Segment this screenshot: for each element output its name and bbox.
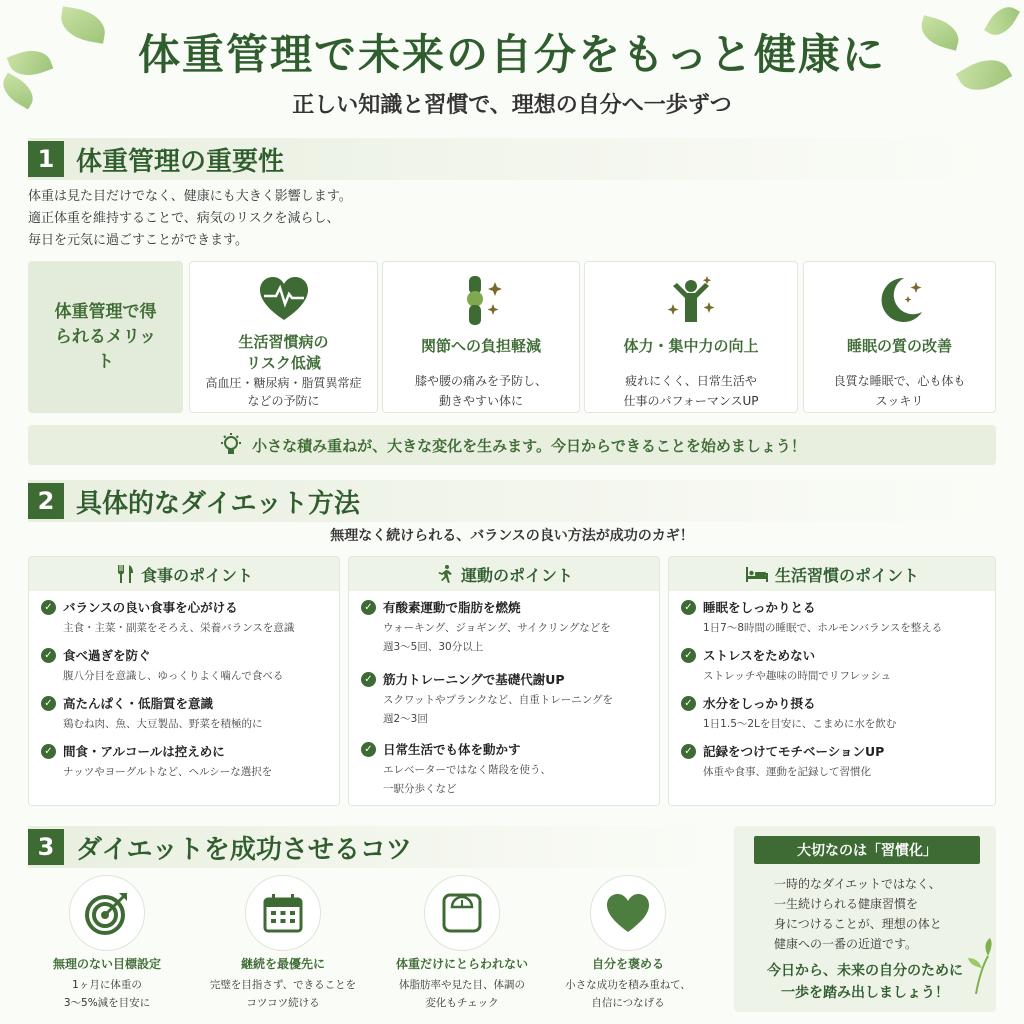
benefit-desc: 膝や腰の痛みを予防し、 — [414, 374, 547, 388]
moon-icon — [872, 272, 928, 328]
list-item — [681, 743, 987, 782]
tip-title: 体重だけにとらわれない — [395, 957, 528, 971]
item-title: ✓ 間食・アルコールは控えめに — [41, 743, 331, 761]
section1-header — [28, 138, 996, 180]
tip-desc — [198, 976, 368, 1012]
calendar-icon — [261, 891, 305, 935]
section-title: ダイエットを成功させるコツ — [76, 834, 412, 865]
benefit-title: リスク低減 — [246, 354, 321, 372]
section-number: 2 — [28, 483, 64, 519]
section-title: 体重管理の重要性 — [76, 146, 285, 177]
column-header — [349, 557, 659, 591]
column-title: 生活習慣のポイント — [774, 565, 919, 585]
joint-icon — [453, 272, 509, 328]
benefit-card — [803, 261, 996, 413]
tip-icon-circle — [424, 875, 500, 951]
method-column-lifestyle — [668, 556, 996, 806]
heart-pulse-icon — [256, 272, 312, 328]
benefit-desc: 動きやすい体に — [438, 394, 523, 408]
benefit-desc: などの予防に — [247, 394, 320, 408]
benefit-desc: スッキリ — [875, 394, 924, 408]
item-title: ✓ バランスの良い食事を心がける — [41, 599, 331, 617]
target-icon — [83, 889, 131, 937]
tip-title: 無理のない目標設定 — [52, 957, 161, 971]
tip-title: 自分を褒める — [591, 957, 664, 971]
item-desc: 週3〜5回、30分以上 — [383, 641, 484, 653]
item-title: ✓ 記録をつけてモチベーションUP — [681, 743, 987, 761]
item-title: ✓ 日常生活でも体を動かす — [361, 741, 651, 759]
benefit-title: 体力・集中力の向上 — [623, 337, 759, 355]
section2-subtitle: 無理なく続けられる、バランスの良い方法が成功のカギ！ — [330, 528, 694, 544]
benefit-title: 関節への負担軽減 — [420, 337, 541, 355]
running-icon — [435, 564, 455, 584]
column-title: 運動のポイント — [460, 565, 573, 585]
item-desc: 体重や食事、運動を記録して習慣化 — [703, 766, 871, 778]
item-desc: 腹八分目を意識し、ゆっくりよく噛んで食べる — [63, 670, 284, 682]
item-desc: 一駅分歩くなど — [383, 783, 457, 795]
benefit-desc: 良質な睡眠で、心も体も — [833, 374, 966, 388]
item-title: ✓ 睡眠をしっかりとる — [681, 599, 987, 617]
cta-line: 一歩を踏み出しましょう！ — [781, 985, 949, 1001]
item-desc: エレベーターではなく階段を使う、 — [383, 764, 551, 776]
item-title: ✓ 食べ過ぎを防ぐ — [41, 647, 331, 665]
section-number: 1 — [28, 141, 64, 177]
habit-title: 大切なのは「習慣化」 — [754, 836, 980, 864]
tip-desc — [543, 976, 713, 1012]
column-header — [29, 557, 339, 591]
tip-desc-line: 体脂肪率や見た目、体調の — [399, 979, 525, 991]
item-title: ✓ 水分をしっかり摂る — [681, 695, 987, 713]
sprout-icon — [966, 936, 996, 996]
utensils-icon — [115, 564, 135, 584]
list-item — [41, 647, 331, 686]
list-item — [361, 741, 651, 799]
item-title: ✓ 筋力トレーニングで基礎代謝UP — [361, 671, 651, 689]
item-desc: 鶏むね肉、魚、大豆製品、野菜を積極的に — [63, 718, 263, 730]
page-title: 体重管理で未来の自分をもっと健康に — [137, 30, 886, 79]
tip-icon-circle — [590, 875, 666, 951]
tip-desc-line: 3〜5%減を目安に — [63, 997, 151, 1009]
benefit-desc: 仕事のパフォーマンスUP — [623, 394, 759, 408]
tip-desc — [377, 976, 547, 1012]
bed-icon — [745, 564, 769, 584]
list-item — [41, 599, 331, 638]
column-title: 食事のポイント — [140, 565, 253, 585]
list-item — [361, 671, 651, 729]
section1-intro — [28, 186, 352, 252]
column-header — [669, 557, 995, 591]
tip-title: 継続を最優先に — [240, 957, 325, 971]
list-item — [41, 743, 331, 782]
tip-desc-line: コツコツ続ける — [246, 997, 320, 1009]
item-desc: 主食・主菜・副菜をそろえ、栄養バランスを意識 — [63, 622, 295, 634]
list-item — [361, 599, 651, 657]
method-column-diet — [28, 556, 340, 806]
item-title: ✓ 高たんぱく・低脂質を意識 — [41, 695, 331, 713]
benefit-desc: 疲れにくく、日常生活や — [625, 374, 757, 388]
page-subtitle: 正しい知識と習慣で、理想の自分へ一歩ずつ — [292, 93, 732, 118]
tip-desc-line: 自信につなげる — [591, 997, 665, 1009]
benefit-card — [584, 261, 798, 413]
item-desc: ウォーキング、ジョギング、サイクリングなどを — [383, 622, 611, 634]
tip-banner — [28, 425, 996, 465]
item-desc: ストレッチや趣味の時間でリフレッシュ — [703, 670, 892, 682]
benefit-label: 体重管理で得られるメリット — [28, 261, 183, 413]
habit-line: 身につけることが、理想の体と — [774, 917, 942, 931]
scale-icon — [440, 891, 484, 935]
item-desc: スクワットやプランクなど、自重トレーニングを — [383, 694, 614, 706]
item-desc: 1日1.5〜2Lを目安に、こまめに水を飲む — [703, 718, 897, 730]
list-item — [681, 695, 987, 734]
intro-line: 体重は見た目だけでなく、健康にも大きく影響します。 — [28, 189, 352, 204]
benefit-title: 睡眠の質の改善 — [846, 337, 952, 355]
cta-line: 今日から、未来の自分のために — [767, 963, 963, 979]
list-item — [681, 647, 987, 686]
habit-line: 健康への一番の近道です。 — [774, 937, 918, 951]
tip-desc-line: 小さな成功を積み重ねて、 — [565, 979, 691, 991]
section-number: 3 — [28, 829, 64, 865]
tip-icon-circle — [69, 875, 145, 951]
section-title: 具体的なダイエット方法 — [76, 488, 360, 519]
item-desc: 1日7〜8時間の睡眠で、ホルモンバランスを整える — [703, 622, 943, 634]
habit-body — [774, 874, 942, 954]
intro-line: 毎日を元気に過ごすことができます。 — [28, 233, 248, 248]
item-title: ✓ 有酸素運動で脂肪を燃焼 — [361, 599, 651, 617]
tip-text: 小さな積み重ねが、大きな変化を生みます。今日からできることを始めましょう！ — [252, 436, 806, 455]
benefit-card — [382, 261, 580, 413]
benefit-title: 生活習慣病の — [238, 333, 329, 351]
item-title: ✓ ストレスをためない — [681, 647, 987, 665]
section2-header — [28, 480, 996, 522]
tip-desc-line: 1ヶ月に体重の — [72, 979, 142, 991]
tip-desc-line: 完璧を目指さず、できることを — [209, 979, 357, 991]
tip-icon-circle — [245, 875, 321, 951]
habit-line: 一時的なダイエットではなく、 — [774, 877, 941, 891]
method-column-exercise — [348, 556, 660, 806]
item-desc: ナッツやヨーグルトなど、ヘルシーな選択を — [63, 766, 273, 778]
item-desc: 週2〜3回 — [383, 713, 428, 725]
tip-desc-line: 変化もチェック — [425, 997, 499, 1009]
lightbulb-icon — [218, 432, 244, 458]
section3-header — [28, 826, 728, 868]
heart-icon — [605, 892, 651, 934]
benefit-card — [189, 261, 378, 413]
intro-line: 適正体重を維持することで、病気のリスクを減らし、 — [28, 211, 340, 226]
list-item — [41, 695, 331, 734]
benefit-desc: 高血圧・糖尿病・脂質異常症 — [205, 376, 362, 390]
habit-line: 一生続けられる健康習慣を — [774, 897, 919, 911]
tip-desc — [22, 976, 192, 1012]
person-energy-icon — [663, 272, 719, 328]
habit-box — [734, 826, 996, 1012]
habit-cta — [734, 960, 996, 1004]
list-item — [681, 599, 987, 638]
